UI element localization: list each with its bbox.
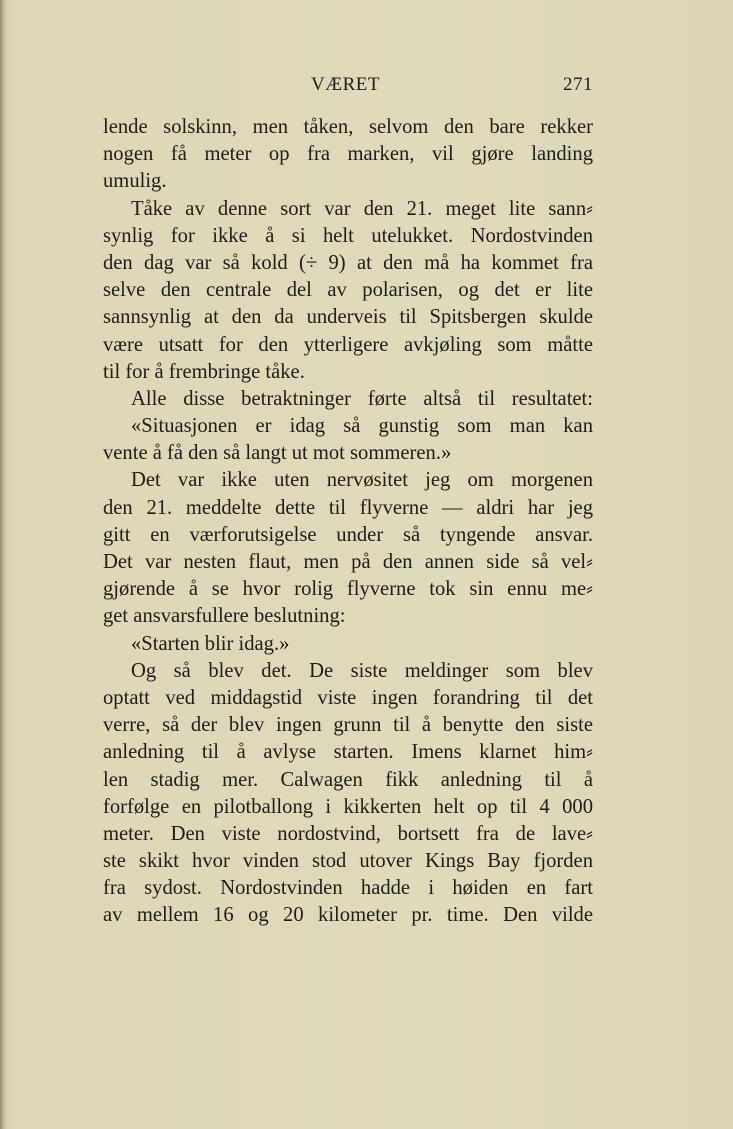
text-line: Det var ikke uten nervøsitet jeg om morgenen [131, 469, 593, 492]
text-line: av mellem 16 og 20 kilometer pr. time. Den vilde [103, 904, 593, 927]
text-line: sannsynlig at den da underveis til Spitsbergen skulde [103, 306, 593, 329]
text-line: forfølge en pilotballong i kikkerten helt op til 4 000 [103, 795, 593, 818]
text-line: Det var nesten flaut, men på den annen side så vel⸗ [103, 551, 593, 573]
body-text [103, 114, 593, 930]
text-line: «Starten blir idag.» [131, 632, 290, 655]
text-line: lende solskinn, men tåken, selvom den bare rekker [103, 116, 593, 138]
text-line: Tåke av denne sort var den 21. meget lite sann⸗ [131, 197, 593, 220]
text-line: fra sydost. Nordostvinden hadde i høiden en fart [103, 877, 593, 900]
text-line: selve den centrale del av polarisen, og det er lite [103, 279, 593, 302]
text-line: synlig for ikke å si helt utelukket. Nordostvinden [103, 224, 593, 247]
page-binding-edge [0, 0, 6, 1129]
running-head [103, 74, 593, 104]
text-line: len stadig mer. Calwagen fikk anledning til å [103, 768, 593, 791]
page-number: 271 [563, 74, 593, 95]
text-line: optatt ved middagstid viste ingen forandring til det [103, 686, 593, 709]
text-line: anledning til å avlyse starten. Imens klarnet him⸗ [103, 741, 593, 764]
text-line: Alle disse betraktninger førte altså til resultatet: [131, 387, 593, 410]
text-line: være utsatt for den ytterligere avkjøling som måtte [103, 333, 593, 356]
text-line: den dag var så kold (÷ 9) at den må ha kommet fra [103, 251, 593, 274]
text-line: til for å frembringe tåke. [103, 360, 305, 383]
text-line: umulig. [103, 170, 167, 193]
text-line: «Situasjonen er idag så gunstig som man kan [131, 415, 593, 438]
text-line: verre, så der blev ingen grunn til å benytte den siste [103, 714, 593, 737]
text-line: meter. Den viste nordostvind, bortsett fra de lave⸗ [103, 822, 593, 845]
text-line: gitt en værforutsigelse under så tyngende ansvar. [103, 523, 593, 546]
chapter-title: VÆRET [311, 74, 380, 95]
text-line: get ansvarsfullere beslutning: [103, 605, 346, 628]
text-line: Og så blev det. De siste meldinger som blev [131, 659, 593, 682]
text-line: den 21. meddelte dette til flyverne — aldri har jeg [103, 496, 593, 519]
text-line: ste skikt hvor vinden stod utover Kings Bay fjorden [103, 850, 593, 873]
text-line: nogen få meter op fra marken, vil gjøre landing [103, 143, 593, 166]
text-line: vente å få den så langt ut mot sommeren.» [103, 442, 452, 465]
text-line: gjørende å se hvor rolig flyverne tok sin ennu me⸗ [103, 578, 593, 601]
